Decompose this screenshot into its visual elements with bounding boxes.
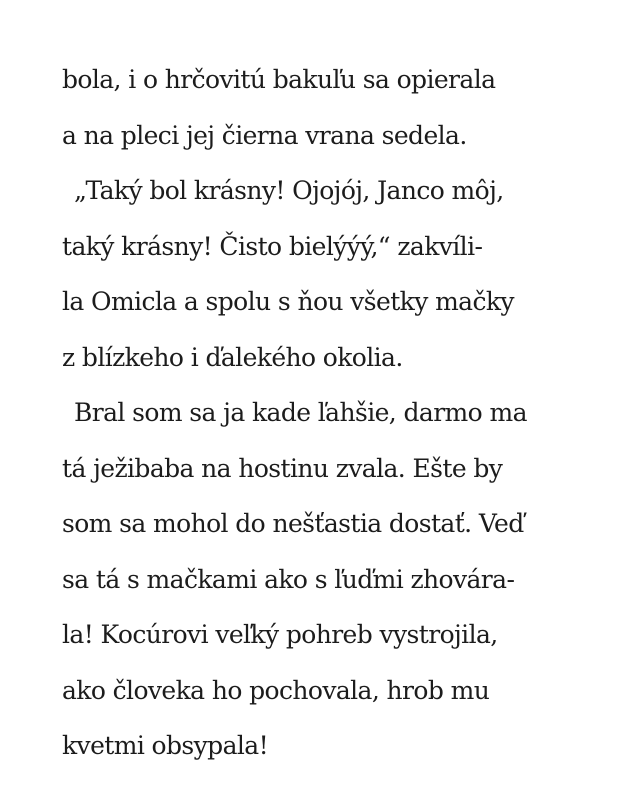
text-line: bola, i o hrčovitú bakuľu sa opierala — [62, 65, 496, 94]
text-line: „Taký bol krásny! Ojojój, Janco môj, — [74, 176, 504, 205]
text-line: taký krásny! Čisto bielýýý,“ zakvíli- — [62, 231, 483, 261]
text-line: kvetmi obsypala! — [62, 731, 269, 760]
text-line: a na pleci jej čierna vrana sedela. — [62, 120, 467, 150]
body-text — [62, 52, 622, 774]
text-line: z blízkeho i ďalekého okolia. — [62, 342, 403, 372]
text-line: tá ježibaba na hostinu zvala. Ešte by — [62, 453, 503, 483]
text-line: sa tá s mačkami ako s ľuďmi zhovára- — [62, 564, 515, 594]
text-line: la Omicla a spolu s ňou všetky mačky — [62, 287, 514, 316]
text-line: la! Kocúrovi veľký pohreb vystrojila, — [62, 620, 498, 649]
text-line: Bral som sa ja kade ľahšie, darmo ma — [74, 398, 527, 427]
text-line: ako človeka ho pochovala, hrob mu — [62, 675, 490, 705]
text-line: som sa mohol do nešťastia dostať. Veď — [62, 509, 524, 538]
